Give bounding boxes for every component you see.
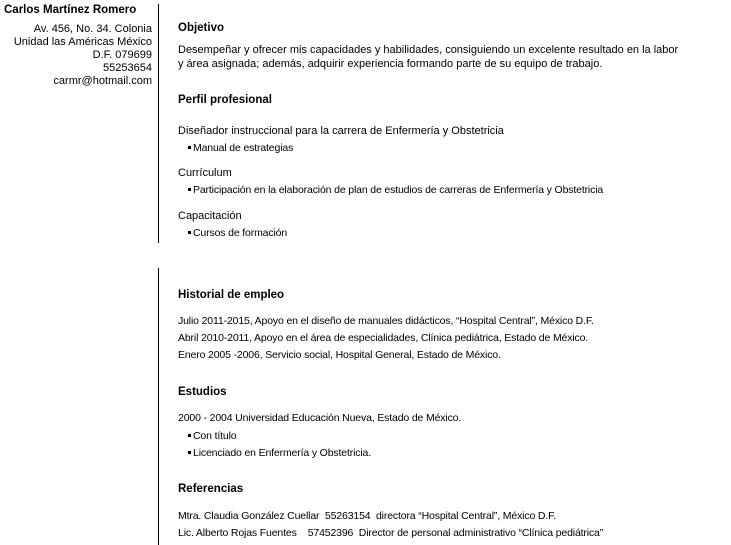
contact-name: Carlos Martínez Romero xyxy=(4,4,137,16)
email-address: carmr@hotmail.com xyxy=(53,75,152,87)
historial-line: Julio 2011-2015, Apoyo en el diseño de manuales didácticos, “Hospital Central”, México D.F. xyxy=(178,315,594,327)
bullet-item: Licenciado en Enfermería y Obstetricia. xyxy=(188,447,371,459)
section-heading-referencias: Referencias xyxy=(178,483,244,495)
bullet-item: Manual de estrategias xyxy=(188,142,293,154)
bullet-item: Participación en la elaboración de plan de estudios de carreras de Enfermería y Obstetricia xyxy=(188,184,603,196)
bullet-item: Cursos de formación xyxy=(188,227,287,239)
address-line: D.F. 079699 xyxy=(92,49,152,61)
section-heading-objetivo: Objetivo xyxy=(178,22,225,34)
address-line: Unidad las Américas México xyxy=(13,36,152,48)
section-heading-historial: Historial de empleo xyxy=(178,289,285,301)
address-line: Av. 456, No. 34. Colonia xyxy=(33,23,152,35)
perfil-item-title: Currículum xyxy=(178,167,232,179)
perfil-item-title: Capacitación xyxy=(178,210,242,222)
divider-top xyxy=(158,4,159,243)
section-heading-estudios: Estudios xyxy=(178,386,227,398)
perfil-item-title: Diseñador instruccional para la carrera de Enfermería y Obstetricia xyxy=(178,125,504,137)
historial-line: Abril 2010-2011, Apoyo en el área de especialidades, Clínica pediátrica, Estado de México. xyxy=(178,332,589,344)
referencia-line: Mtra. Claudia González Cuellar 55263154 directora “Hospital Central”, México D.F. xyxy=(178,510,556,522)
contact-address xyxy=(14,23,152,88)
referencia-line: Lic. Alberto Rojas Fuentes 57452396 Director de personal administrativo “Clínica pediátrica” xyxy=(178,527,604,539)
historial-line: Enero 2005 -2006, Servicio social, Hospital General, Estado de México. xyxy=(178,349,501,361)
objetivo-text: Desempeñar y ofrecer mis capacidades y habilidades, consiguiendo un excelente resultado en la labor xyxy=(178,44,679,56)
section-heading-perfil: Perfil profesional xyxy=(178,94,272,106)
phone-number: 55253654 xyxy=(103,62,152,74)
bullet-item: Con título xyxy=(188,430,236,442)
objetivo-text: y área asignada; además, adquirir experiencia formando parte de su equipo de trabajo. xyxy=(178,58,603,70)
divider-bottom xyxy=(158,268,159,545)
estudios-line: 2000 - 2004 Universidad Educación Nueva, Estado de México. xyxy=(178,412,462,424)
